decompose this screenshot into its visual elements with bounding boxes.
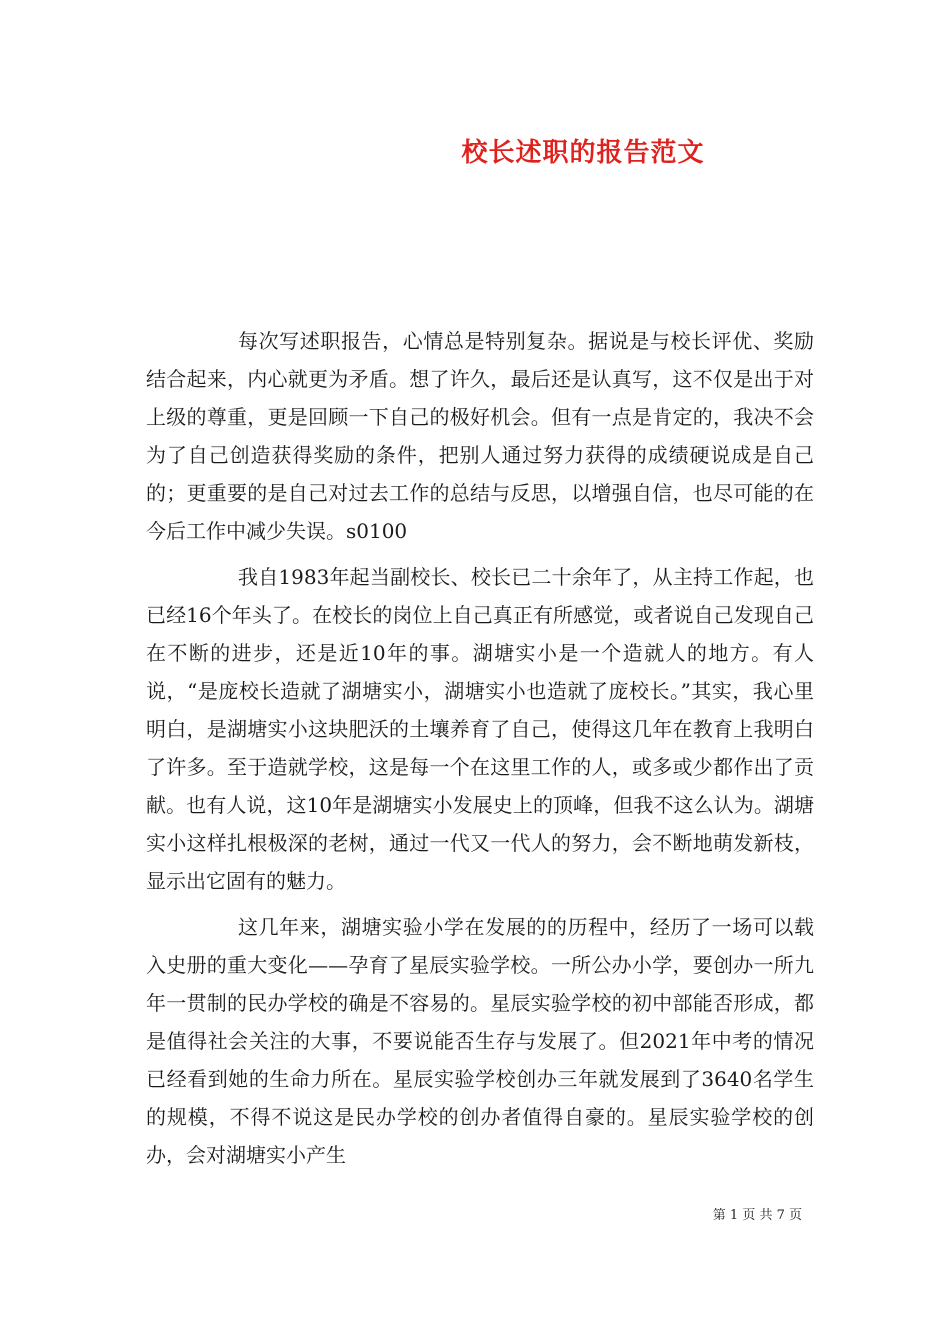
document-title: 校长述职的报告范文 bbox=[461, 138, 705, 168]
paragraph-3: 这几年来，湖塘实验小学在发展的的历程中，经历了一场可以载入史册的重大变化——孕育了星辰实验学校。一所公办小学，要创办一所九年一贯制的民办学校的确是不容易的。星辰实验学校的初中部能否形成，都是值得社会关注的大事，不要说能否生存与发展了。但2021年中考的情况已经看到她的生命力所在。星辰实验学校创办三年就发展到了3640名学生的规模，不得不说这是民办学校的创办者值得自豪的。星辰实验学校的创办，会对湖塘实小产生 bbox=[146, 915, 814, 1167]
paragraph-1: 每次写述职报告，心情总是特别复杂。据说是与校长评优、奖励结合起来，内心就更为矛盾。想了许久，最后还是认真写，这不仅是出于对上级的尊重，更是回顾一下自己的极好机会。但有一点是肯定的，我决不会为了自己创造获得奖励的条件，把别人通过努力获得的成绩硬说成是自己的；更重要的是自己对过去工作的总结与反思，以增强自信，也尽可能的在今后工作中减少失误。s0100 bbox=[146, 329, 814, 543]
page-number-footer: 第 1 页 共 7 页 bbox=[712, 1208, 802, 1223]
paragraph-2: 我自1983年起当副校长、校长已二十余年了，从主持工作起，也已经16个年头了。在校长的岗位上自己真正有所感觉，或者说自己发现自己在不断的进步，还是近10年的事。湖塘实小是一个造就人的地方。有人说，“是庞校长造就了湖塘实小，湖塘实小也造就了庞校长。”其实，我心里明白，是湖塘实小这块肥沃的土壤养育了自己，使得这几年在教育上我明白了许多。至于造就学校，这是每一个在这里工作的人，或多或少都作出了贡献。也有人说，这10年是湖塘实小发展史上的顶峰，但我不这么认为。湖塘实小这样扎根极深的老树，通过一代又一代人的努力，会不断地萌发新枝，显示出它固有的魅力。 bbox=[146, 565, 814, 893]
document-body bbox=[146, 322, 814, 1174]
